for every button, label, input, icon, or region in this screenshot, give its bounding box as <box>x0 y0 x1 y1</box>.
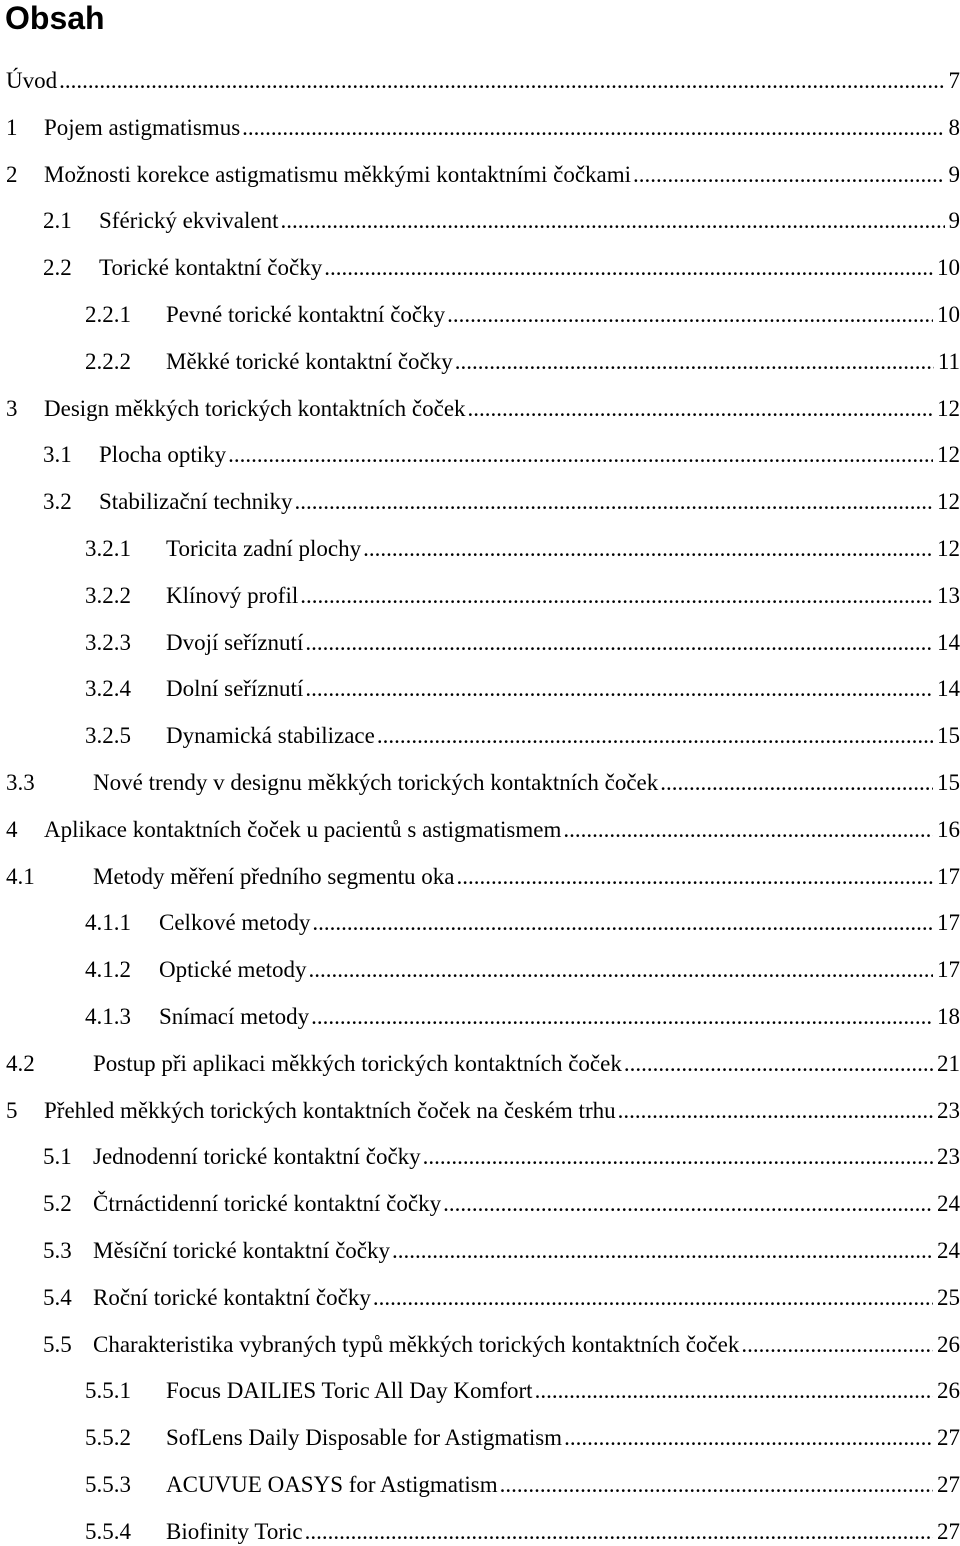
toc-entry[interactable] <box>0 336 960 376</box>
toc-entry-title: Úvod <box>6 67 57 95</box>
toc-entry-page-number: 13 <box>937 582 960 610</box>
toc-entry-title: Dynamická stabilizace <box>166 722 375 750</box>
toc-entry[interactable] <box>0 991 960 1031</box>
toc-entry-title: Postup při aplikaci měkkých torických kontaktních čoček <box>93 1050 622 1078</box>
toc-entry-title: Klínový profil <box>166 582 298 610</box>
toc-entry-number: 3.2 <box>43 488 99 516</box>
dot-leader <box>311 1003 933 1031</box>
toc-entry-page-number: 17 <box>937 909 960 937</box>
toc-entry-number: 4.1.2 <box>85 956 159 984</box>
toc-entry-number: 3.1 <box>43 441 99 469</box>
toc-entry-page-number: 24 <box>937 1237 960 1265</box>
toc-entry-title: Jednodenní torické kontaktní čočky <box>93 1143 421 1171</box>
toc-entry[interactable] <box>0 383 960 423</box>
toc-entry-page-number: 10 <box>937 254 960 282</box>
toc-entry-number: 3.3 <box>6 769 93 797</box>
toc-entry-number: 2.2.2 <box>85 348 166 376</box>
toc-entry-page-number: 9 <box>949 161 960 189</box>
toc-entry-page-number: 17 <box>937 863 960 891</box>
toc-entry-page-number: 15 <box>937 722 960 750</box>
toc-entry-title: Pevné torické kontaktní čočky <box>166 301 445 329</box>
toc-entry[interactable] <box>0 1131 960 1171</box>
dot-leader <box>295 488 933 516</box>
toc-entry-number: 1 <box>6 114 44 142</box>
toc-entry[interactable] <box>0 523 960 563</box>
toc-entry-number: 5.5.4 <box>85 1518 166 1546</box>
dot-leader <box>618 1097 933 1125</box>
dot-leader <box>324 254 933 282</box>
toc-entry-title: Charakteristika vybraných typů měkkých torických kontaktních čoček <box>93 1331 739 1359</box>
toc-entry-number: 5.2 <box>43 1190 93 1218</box>
dot-leader <box>392 1237 933 1265</box>
toc-entry[interactable] <box>0 1412 960 1452</box>
toc-entry[interactable] <box>0 1085 960 1125</box>
toc-entry[interactable] <box>0 429 960 469</box>
page-title: Obsah <box>5 0 105 38</box>
toc-entry-page-number: 18 <box>937 1003 960 1031</box>
dot-leader <box>741 1331 933 1359</box>
dot-leader <box>660 769 933 797</box>
toc-entry[interactable] <box>0 289 960 329</box>
dot-leader <box>500 1471 933 1499</box>
toc-entry-page-number: 8 <box>949 114 960 142</box>
toc-entry[interactable] <box>0 1319 960 1359</box>
toc-entry-page-number: 27 <box>937 1424 960 1452</box>
toc-entry-number: 2.1 <box>43 207 99 235</box>
dot-leader <box>363 535 933 563</box>
toc-entry-page-number: 12 <box>937 535 960 563</box>
dot-leader <box>447 301 933 329</box>
toc-entry[interactable] <box>0 617 960 657</box>
dot-leader <box>624 1050 933 1078</box>
toc-entry-title: Biofinity Toric <box>166 1518 303 1546</box>
toc-entry-title: Toricita zadní plochy <box>166 535 361 563</box>
toc-entry-title: Pojem astigmatismus <box>44 114 240 142</box>
toc-entry-number: 3.2.4 <box>85 675 166 703</box>
toc-entry-title: Optické metody <box>159 956 307 984</box>
toc-entry-number: 5.5.3 <box>85 1471 166 1499</box>
toc-entry[interactable] <box>0 1506 960 1546</box>
toc-entry-number: 4 <box>6 816 44 844</box>
dot-leader <box>457 863 933 891</box>
dot-leader <box>377 722 933 750</box>
dot-leader <box>305 675 933 703</box>
toc-entry-number: 5.5.2 <box>85 1424 166 1452</box>
dot-leader <box>305 629 933 657</box>
toc-entry-page-number: 14 <box>937 675 960 703</box>
toc-entry[interactable] <box>0 804 960 844</box>
dot-leader <box>468 395 933 423</box>
toc-entry-number: 3.2.5 <box>85 722 166 750</box>
toc-entry-title: Roční torické kontaktní čočky <box>93 1284 371 1312</box>
toc-entry[interactable] <box>0 1225 960 1265</box>
toc-entry-number: 3.2.2 <box>85 582 166 610</box>
toc-entry[interactable] <box>0 149 960 189</box>
toc-entry-number: 5.5 <box>43 1331 93 1359</box>
toc-entry-title: SofLens Daily Disposable for Astigmatism <box>166 1424 562 1452</box>
toc-entry[interactable] <box>0 757 960 797</box>
toc-entry[interactable] <box>0 944 960 984</box>
dot-leader <box>59 67 944 95</box>
toc-entry-title: Možnosti korekce astigmatismu měkkými kontaktními čočkami <box>44 161 631 189</box>
toc-entry-number: 5.4 <box>43 1284 93 1312</box>
toc-entry-page-number: 26 <box>937 1331 960 1359</box>
toc-entry[interactable] <box>0 1459 960 1499</box>
toc-entry-title: Dvojí seříznutí <box>166 629 303 657</box>
dot-leader <box>633 161 944 189</box>
toc-entry-number: 2 <box>6 161 44 189</box>
toc-entry-number: 4.1.3 <box>85 1003 159 1031</box>
toc-entry-title: ACUVUE OASYS for Astigmatism <box>166 1471 498 1499</box>
dot-leader <box>455 348 934 376</box>
toc-entry-title: Design měkkých torických kontaktních čoček <box>44 395 466 423</box>
toc-entry-page-number: 27 <box>937 1471 960 1499</box>
dot-leader <box>305 1518 933 1546</box>
toc-entry-title: Snímací metody <box>159 1003 309 1031</box>
toc-entry-page-number: 25 <box>937 1284 960 1312</box>
toc-entry[interactable] <box>0 1272 960 1312</box>
toc-entry-number: 4.1.1 <box>85 909 159 937</box>
dot-leader <box>300 582 933 610</box>
toc-entry-title: Focus DAILIES Toric All Day Komfort <box>166 1377 533 1405</box>
toc-entry[interactable] <box>0 55 960 95</box>
dot-leader <box>242 114 944 142</box>
toc-entry-title: Měkké torické kontaktní čočky <box>166 348 453 376</box>
toc-entry-page-number: 23 <box>937 1143 960 1171</box>
toc-entry-title: Přehled měkkých torických kontaktních čoček na českém trhu <box>44 1097 616 1125</box>
dot-leader <box>228 441 933 469</box>
toc-entry[interactable] <box>0 710 960 750</box>
dot-leader <box>563 816 933 844</box>
toc-entry-title: Plocha optiky <box>99 441 226 469</box>
toc-entry[interactable] <box>0 1178 960 1218</box>
toc-entry[interactable] <box>0 570 960 610</box>
toc-entry-title: Metody měření předního segmentu oka <box>93 863 455 891</box>
toc-entry[interactable] <box>0 242 960 282</box>
dot-leader <box>312 909 933 937</box>
toc-entry-page-number: 26 <box>937 1377 960 1405</box>
toc-entry[interactable] <box>0 663 960 703</box>
toc-entry-number: 5.5.1 <box>85 1377 166 1405</box>
toc-entry-page-number: 14 <box>937 629 960 657</box>
toc-entry-number: 4.1 <box>6 863 93 891</box>
toc-entry-title: Aplikace kontaktních čoček u pacientů s astigmatismem <box>44 816 561 844</box>
toc-entry-page-number: 7 <box>949 67 960 95</box>
dot-leader <box>535 1377 933 1405</box>
toc-entry-page-number: 17 <box>937 956 960 984</box>
toc-entry-page-number: 12 <box>937 395 960 423</box>
toc-entry-page-number: 15 <box>937 769 960 797</box>
toc-entry-page-number: 11 <box>938 348 960 376</box>
dot-leader <box>373 1284 933 1312</box>
toc-entry-title: Sférický ekvivalent <box>99 207 278 235</box>
toc-entry[interactable] <box>0 102 960 142</box>
toc-entry-page-number: 16 <box>937 816 960 844</box>
dot-leader <box>443 1190 933 1218</box>
toc-entry-page-number: 12 <box>937 488 960 516</box>
toc-entry-page-number: 10 <box>937 301 960 329</box>
toc-entry-title: Čtrnáctidenní torické kontaktní čočky <box>93 1190 441 1218</box>
toc-entry[interactable] <box>0 195 960 235</box>
dot-leader <box>564 1424 933 1452</box>
toc-entry-number: 3.2.1 <box>85 535 166 563</box>
toc-entry-number: 5.3 <box>43 1237 93 1265</box>
toc-entry-title: Celkové metody <box>159 909 310 937</box>
toc-entry-title: Torické kontaktní čočky <box>99 254 322 282</box>
toc-entry[interactable] <box>0 1038 960 1078</box>
toc-entry[interactable] <box>0 897 960 937</box>
toc-entry-page-number: 9 <box>949 207 960 235</box>
toc-entry-number: 3 <box>6 395 44 423</box>
toc-entry-page-number: 12 <box>937 441 960 469</box>
toc-entry-page-number: 23 <box>937 1097 960 1125</box>
toc-entry[interactable] <box>0 851 960 891</box>
toc-entry-number: 5.1 <box>43 1143 93 1171</box>
toc-entry-title: Nové trendy v designu měkkých torických kontaktních čoček <box>93 769 658 797</box>
toc-entry-number: 4.2 <box>6 1050 93 1078</box>
toc-entry-number: 2.2.1 <box>85 301 166 329</box>
dot-leader <box>280 207 944 235</box>
dot-leader <box>423 1143 933 1171</box>
toc-entry[interactable] <box>0 476 960 516</box>
toc-entry-page-number: 21 <box>937 1050 960 1078</box>
toc-entry-title: Stabilizační techniky <box>99 488 293 516</box>
toc-entry-title: Měsíční torické kontaktní čočky <box>93 1237 390 1265</box>
toc-entry-number: 5 <box>6 1097 44 1125</box>
toc-entry-title: Dolní seříznutí <box>166 675 303 703</box>
toc-entry-number: 3.2.3 <box>85 629 166 657</box>
dot-leader <box>309 956 933 984</box>
toc-entry-page-number: 27 <box>937 1518 960 1546</box>
toc-entry-page-number: 24 <box>937 1190 960 1218</box>
toc-entry[interactable] <box>0 1365 960 1405</box>
toc-entry-number: 2.2 <box>43 254 99 282</box>
